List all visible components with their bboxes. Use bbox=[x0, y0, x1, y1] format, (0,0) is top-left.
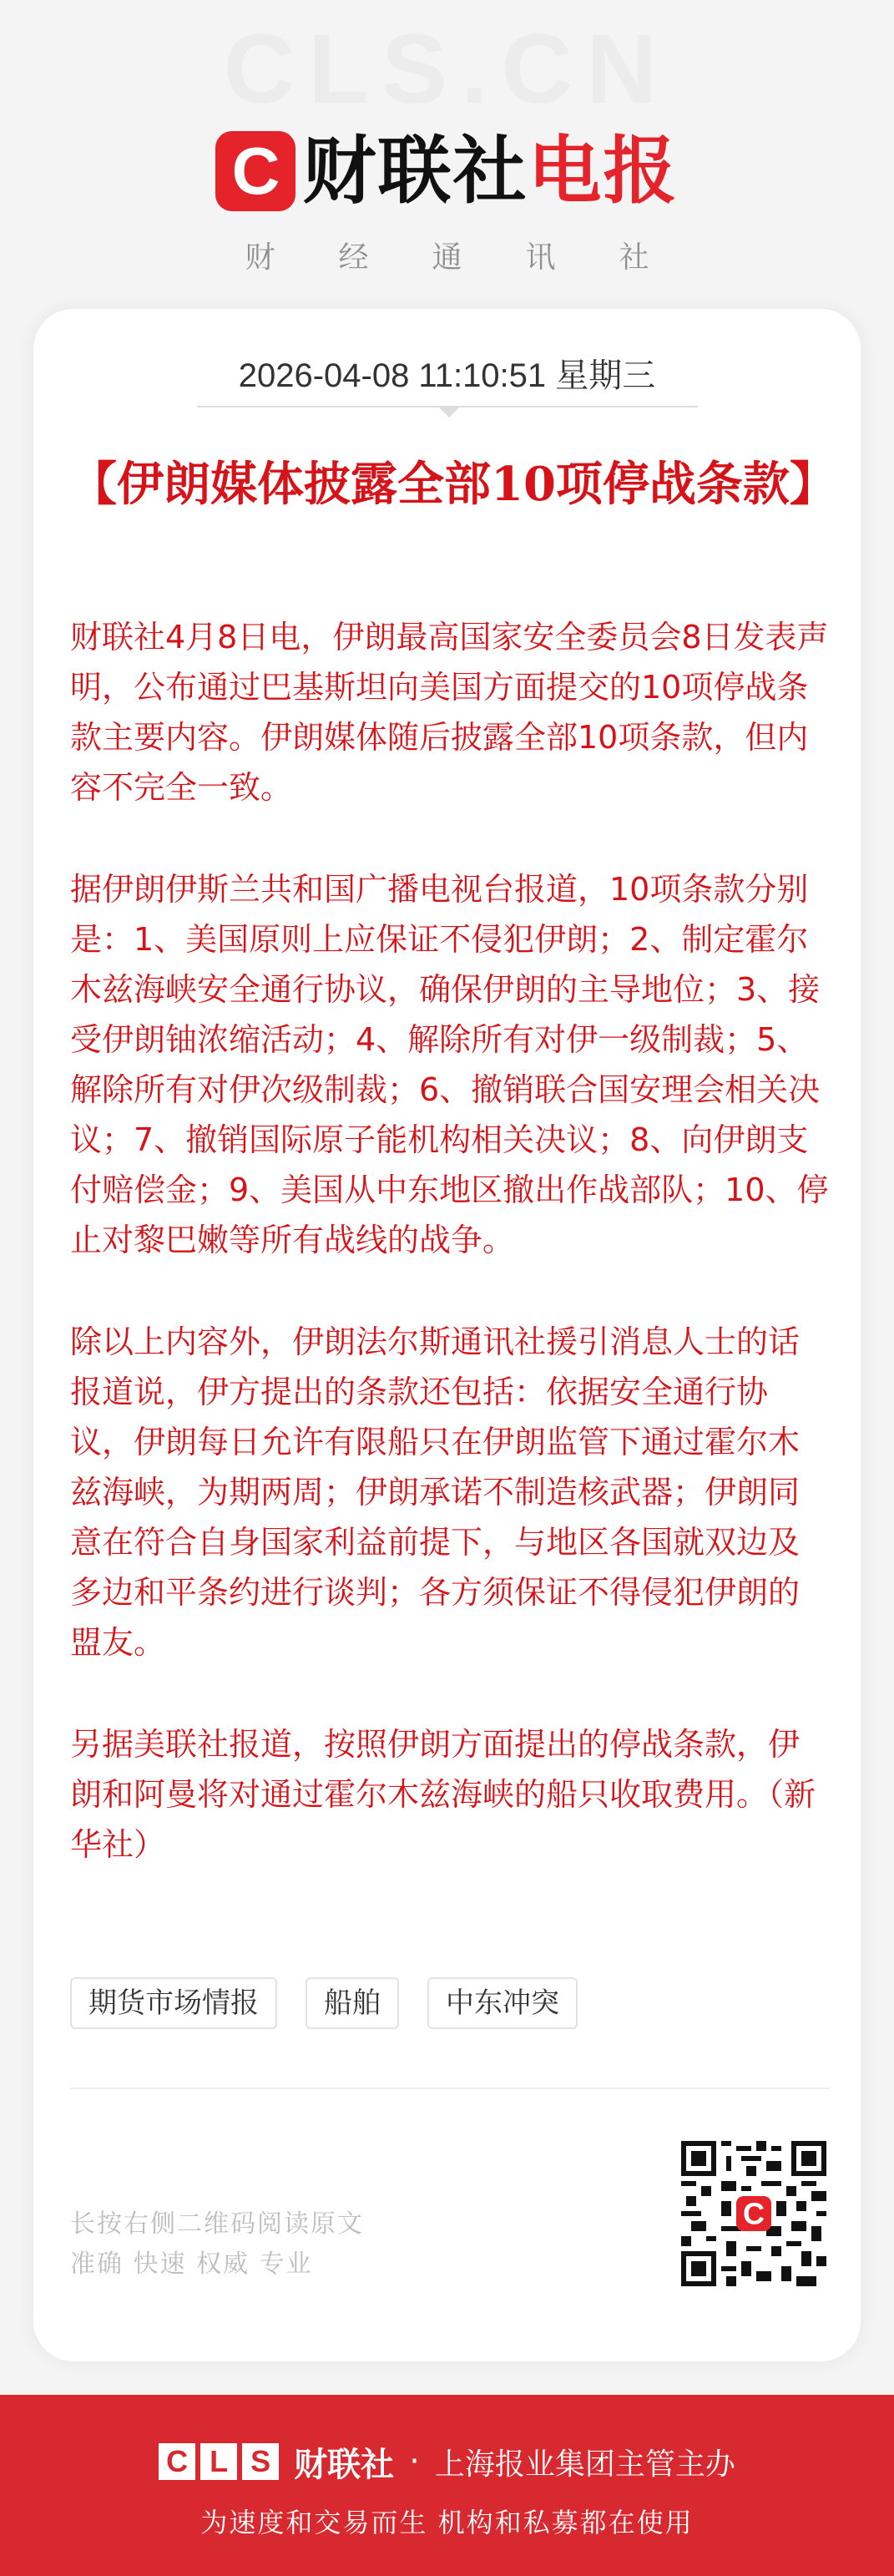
qr-code-icon[interactable] bbox=[681, 2141, 826, 2286]
article-paragraph: 另据美联社报道，按照伊朗方面提出的停战条款，伊朗和阿曼将对通过霍尔木兹海峡的船只收取费用。（新华社） bbox=[70, 1726, 816, 1863]
footer-banner bbox=[0, 2395, 894, 2576]
cls-letter: L bbox=[200, 2443, 237, 2480]
article-paragraph: 财联社4月8日电，伊朗最高国家安全委员会8日发表声明，公布通过巴基斯坦向美国方面提交的10项停战条款主要内容。伊朗媒体随后披露全部10项条款，但内容不完全一致。 bbox=[70, 619, 829, 806]
article-body bbox=[70, 612, 830, 1921]
datetime-arrow-icon bbox=[437, 406, 461, 418]
brand-name: 财联社 bbox=[302, 128, 528, 214]
watermark-text: CLS.CN bbox=[223, 14, 671, 124]
tag-shipping[interactable]: 船舶 bbox=[306, 1977, 399, 2029]
tag-list bbox=[70, 1977, 578, 2029]
cls-letter: C bbox=[159, 2443, 195, 2480]
footer-divider bbox=[70, 2088, 830, 2089]
svg-text:C: C bbox=[743, 2196, 765, 2231]
brand-suffix: 电报 bbox=[528, 128, 679, 214]
article-paragraph: 除以上内容外，伊朗法尔斯通讯社援引消息人士的话报道说，伊方提出的条款还包括：依据安全通行协议，伊朗每日允许有限船只在伊朗监管下通过霍尔木兹海峡，为期两周；伊朗承诺不制造核武器；伊朗同意在符合自身国家利益前提下，与地区各国就双边及多边和平条约进行谈判；各方须保证不得侵犯伊朗的盟友。 bbox=[70, 1323, 801, 1661]
banner-organization: 上海报业集团主管主办 bbox=[434, 2447, 735, 2482]
article-paragraph: 据伊朗伊斯兰共和国广播电视台报道，10项条款分别是：1、美国原则上应保证不侵犯伊朗；2、制定霍尔木兹海峡安全通行协议，确保伊朗的主导地位；3、接受伊朗铀浓缩活动；4、解除所有对伊一级制裁；5、解除所有对伊次级制裁；6、撤销联合国安理会相关决议；7、撤销国际原子能机构相关决议；8、向伊朗支付赔偿金；9、美国从中东地区撤出作战部队；10、停止对黎巴嫩等所有战线的战争。 bbox=[70, 871, 829, 1258]
cls-letter: S bbox=[242, 2443, 279, 2480]
article-title: 【伊朗媒体披露全部10项停战条款】 bbox=[70, 457, 836, 512]
brand-tagline: 财经通讯社 bbox=[245, 240, 713, 275]
footer-slogan: 准确 快速 权威 专业 bbox=[70, 2250, 313, 2279]
footer-caption bbox=[70, 2204, 364, 2285]
tag-middle-east-conflict[interactable]: 中东冲突 bbox=[427, 1977, 578, 2029]
banner-separator: · bbox=[409, 2442, 420, 2481]
banner-motto: 为速度和交易而生 机构和私募都在使用 bbox=[200, 2507, 694, 2538]
qr-hint: 长按右侧二维码阅读原文 bbox=[70, 2209, 364, 2239]
article-card bbox=[33, 309, 861, 2361]
article-datetime: 2026-04-08 11:10:51 星期三 bbox=[238, 357, 656, 394]
brand-logo bbox=[0, 125, 894, 217]
cls-c-logo-icon: C bbox=[215, 131, 295, 211]
cls-logo-icon bbox=[159, 2443, 279, 2480]
tag-futures-market[interactable]: 期货市场情报 bbox=[70, 1977, 277, 2029]
brand-title bbox=[302, 128, 679, 214]
banner-brand-name: 财联社 bbox=[294, 2445, 395, 2484]
banner-brand-row bbox=[0, 2437, 894, 2487]
